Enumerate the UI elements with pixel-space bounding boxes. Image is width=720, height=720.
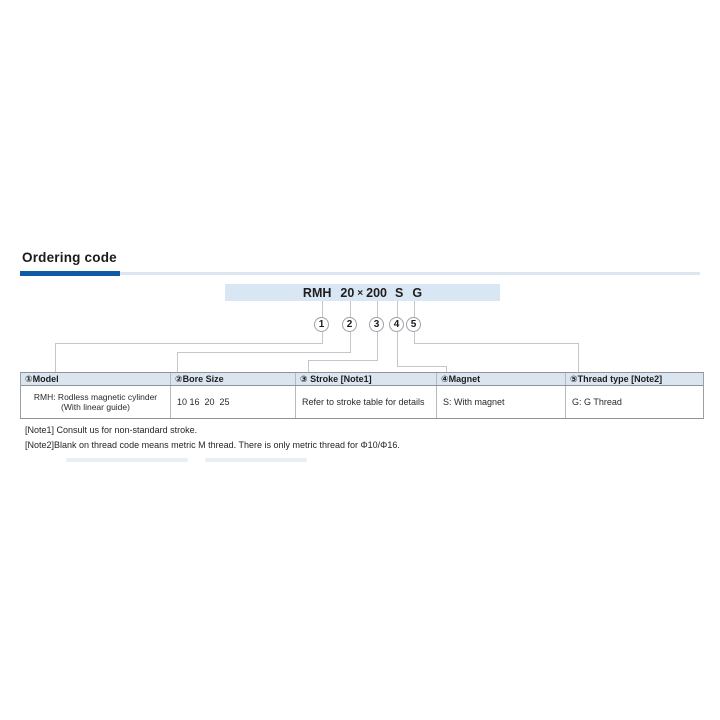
column-header-thread-type: ⑤Thread type [Note2] [570, 374, 663, 384]
code-part-bore: 20 [340, 285, 355, 300]
code-part-magnet: S [395, 285, 404, 300]
connector-line [377, 301, 378, 317]
connector-line [308, 360, 309, 372]
code-position-marker-2: 2 [342, 317, 357, 332]
multiply-sign: × [357, 287, 364, 299]
connector-line [377, 332, 378, 360]
connector-line [397, 332, 398, 366]
connector-line [55, 343, 56, 372]
connector-line [414, 343, 579, 344]
code-part-thread: G [412, 285, 423, 300]
connector-line [308, 360, 378, 361]
cell-thread-option: G: G Thread [572, 397, 622, 407]
title-underline-light [120, 272, 700, 275]
connector-line [177, 352, 351, 353]
connector-line [578, 343, 579, 372]
code-position-marker-1: 1 [314, 317, 329, 332]
model-description-line1: RMH: Rodless magnetic cylinder [33, 391, 158, 402]
connector-line [322, 301, 323, 317]
section-title: Ordering code [22, 250, 117, 265]
connector-line [177, 352, 178, 372]
connector-line [322, 332, 323, 343]
model-description-line2: (With linear guide) [61, 402, 130, 412]
table-header-row [21, 373, 703, 386]
cell-stroke-info: Refer to stroke table for details [296, 386, 437, 418]
code-part-model: RMH [302, 285, 332, 300]
connector-line [55, 343, 323, 344]
column-header-model: ①Model [21, 373, 171, 385]
connector-line [414, 301, 415, 317]
connector-line [350, 301, 351, 317]
connector-line [397, 301, 398, 317]
scan-artifact-line [66, 458, 188, 462]
connector-line [397, 366, 447, 367]
column-header-magnet: ④Magnet [437, 373, 566, 385]
cell-magnet-option: S: With magnet [437, 386, 566, 418]
code-part-stroke: 200 [366, 285, 387, 300]
code-position-marker-5: 5 [406, 317, 421, 332]
column-header-bore-size: ②Bore Size [171, 373, 296, 385]
cell-model-description [21, 386, 171, 418]
ordering-table [20, 372, 704, 419]
scan-artifact-line [205, 458, 307, 462]
ordering-code-bar [225, 284, 500, 301]
code-position-marker-4: 4 [389, 317, 404, 332]
code-position-marker-3: 3 [369, 317, 384, 332]
cell-bore-sizes: 10 16 20 25 [171, 386, 296, 418]
title-underline-accent [20, 271, 120, 276]
footnotes [25, 423, 400, 452]
connector-line [414, 332, 415, 343]
column-header-stroke: ③ Stroke [Note1] [296, 373, 437, 385]
table-body-row [21, 386, 703, 418]
note-2: [Note2]Blank on thread code means metric M thread. There is only metric thread for Φ10/Φ16. [25, 439, 400, 450]
note-1: [Note1] Consult us for non-standard stroke. [25, 425, 198, 435]
connector-line [350, 332, 351, 352]
